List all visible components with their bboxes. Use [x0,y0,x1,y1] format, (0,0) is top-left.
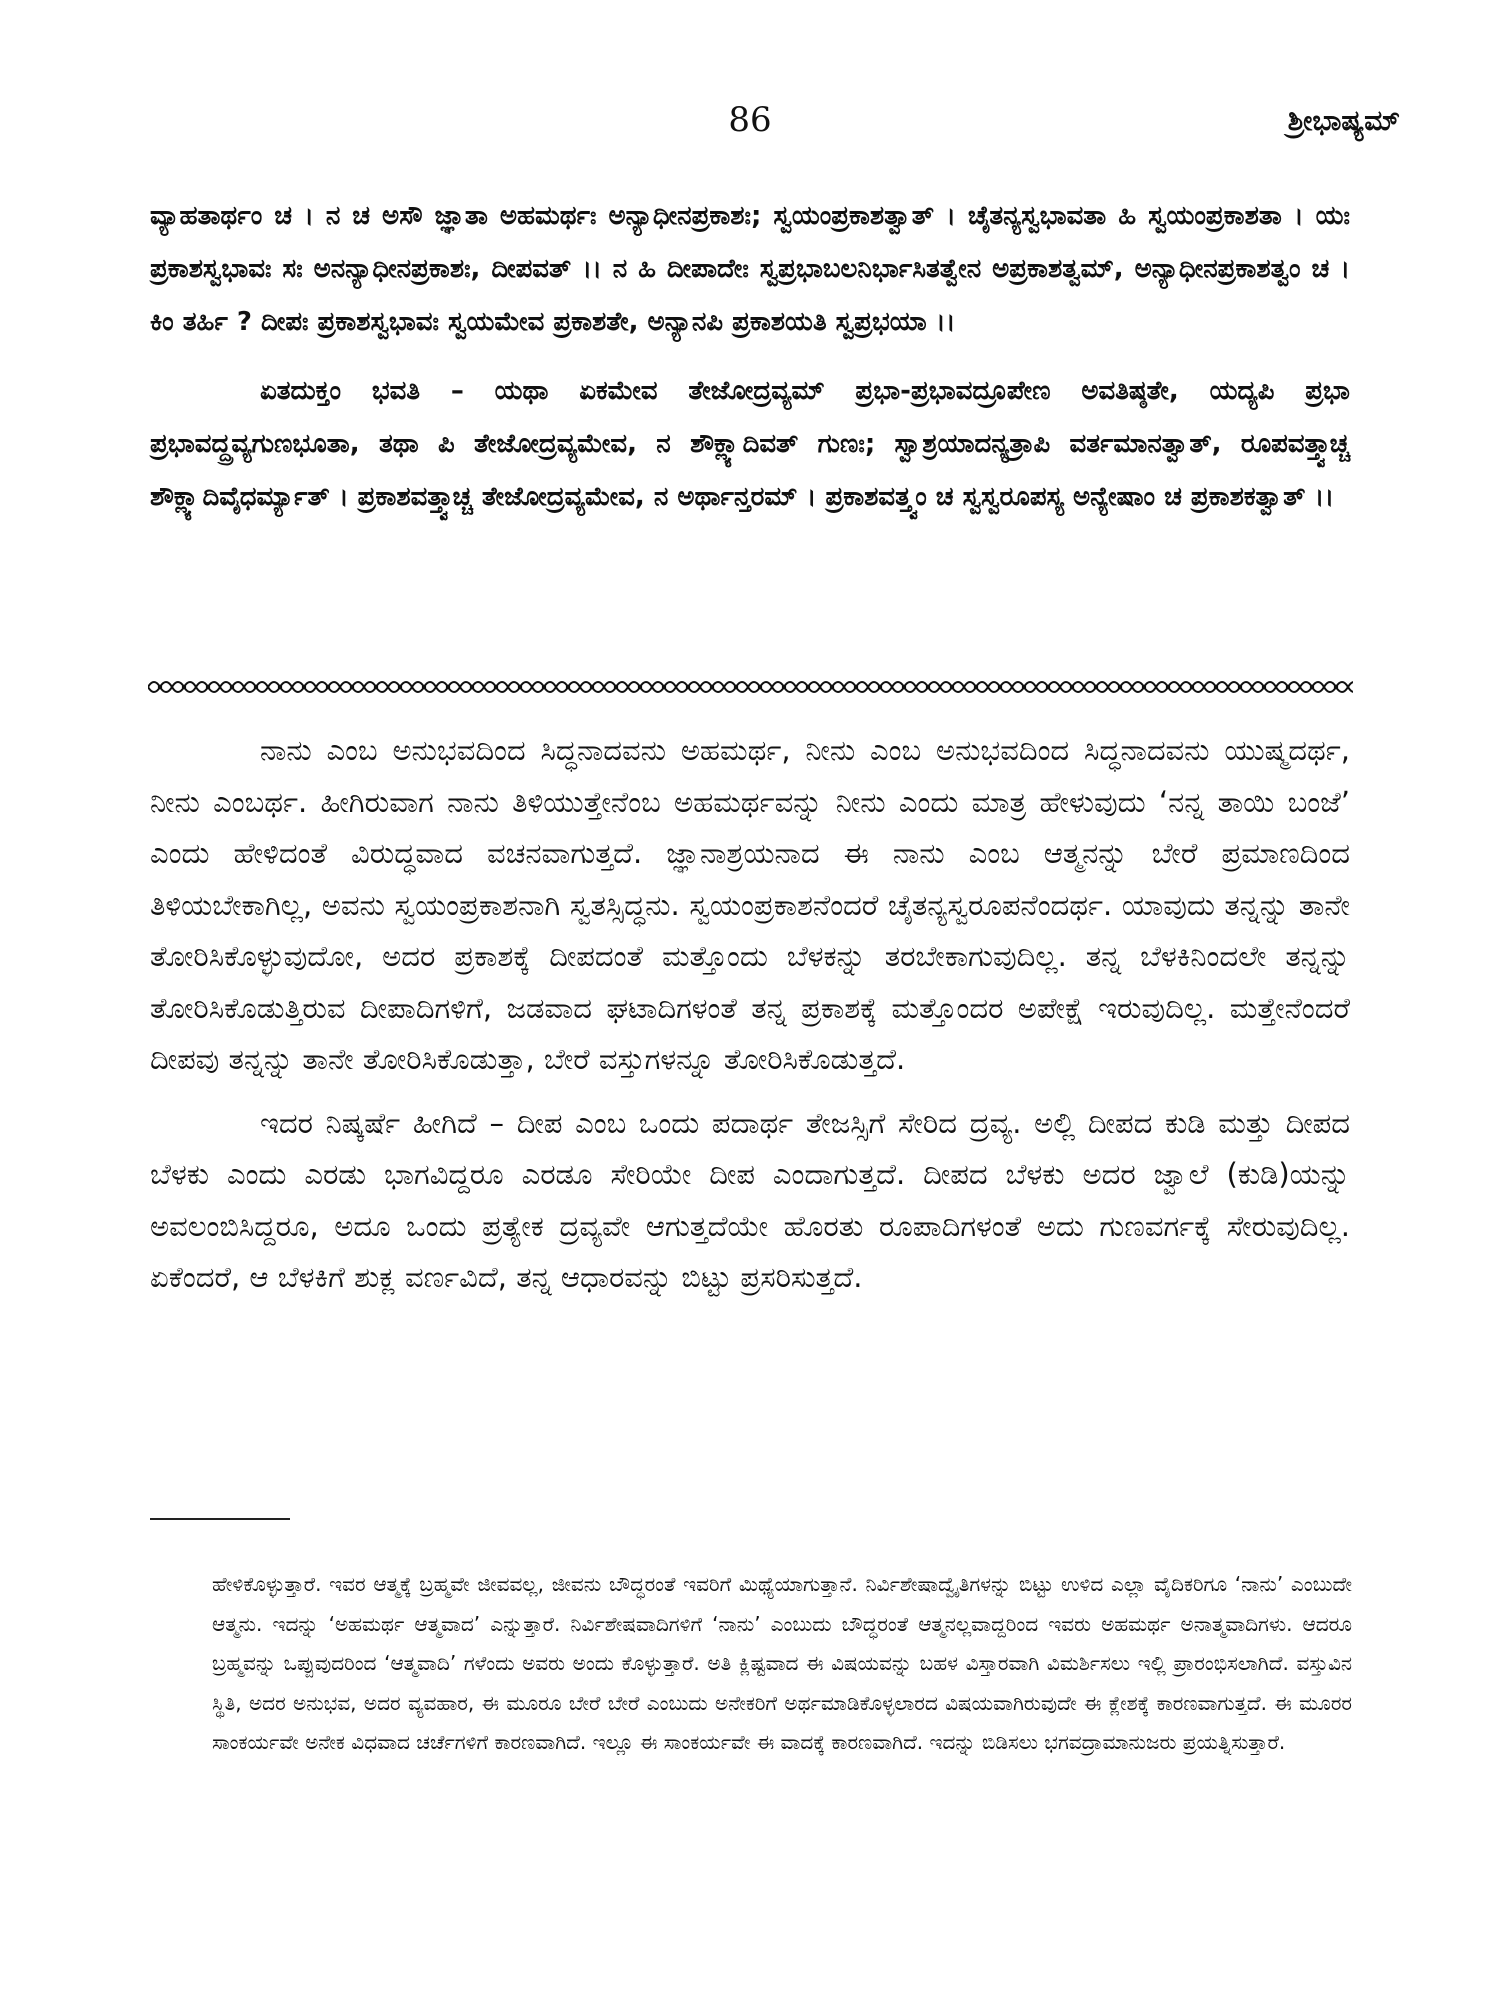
decorative-divider [148,675,1353,699]
sanskrit-paragraph: ವ್ಯಾಹತಾರ್ಥಂ ಚ । ನ ಚ ಅಸೌ ಜ್ಞಾತಾ ಅಹಮರ್ಥಃ ಅನ್ಯಾಧೀನಪ್ರಕಾಶಃ; ಸ್ವಯಂಪ್ರಕಾಶತ್ವಾತ್ । ಚೈತನ್ಯಸ್ವಭಾವತಾ ಹಿ ಸ್ವಯಂಪ್ರಕಾಶತಾ । ಯಃ ಪ್ರಕಾಶಸ್ವಭಾವಃ ಸಃ ಅನನ್ಯಾಧೀನಪ್ರಕಾಶಃ, ದೀಪವತ್ ।। ನ ಹಿ ದೀಪಾದೇಃ ಸ್ವಪ್ರಭಾಬಲನಿರ್ಭಾಸಿತತ್ವೇನ ಅಪ್ರಕಾಶತ್ವಮ್, ಅನ್ಯಾಧೀನಪ್ರಕಾಶತ್ವಂ ಚ । ಕಿಂ ತರ್ಹಿ ? ದೀಪಃ ಪ್ರಕಾಶಸ್ವಭಾವಃ ಸ್ವಯಮೇವ ಪ್ರಕಾಶತೇ, ಅನ್ಯಾನಪಿ ಪ್ರಕಾಶಯತಿ ಸ್ವಪ್ರಭಯಾ ।। [150,201,1350,337]
kannada-paragraph: ನಾನು ಎಂಬ ಅನುಭವದಿಂದ ಸಿದ್ಧನಾದವನು ಅಹಮರ್ಥ, ನೀನು ಎಂಬ ಅನುಭವದಿಂದ ಸಿದ್ಧನಾದವನು ಯುಷ್ಮದರ್ಥ, ನೀನು ಎಂಬರ್ಥ. ಹೀಗಿರುವಾಗ ನಾನು ತಿಳಿಯುತ್ತೇನೆಂಬ ಅಹಮರ್ಥವನ್ನು ನೀನು ಎಂದು ಮಾತ್ರ ಹೇಳುವುದು ‘ನನ್ನ ತಾಯಿ ಬಂಜೆ’ ಎಂದು ಹೇಳಿದಂತೆ ವಿರುದ್ಧವಾದ ವಚನವಾಗುತ್ತದೆ. ಜ್ಞಾನಾಶ್ರಯನಾದ ಈ ನಾನು ಎಂಬ ಆತ್ಮನನ್ನು ಬೇರೆ ಪ್ರಮಾಣದಿಂದ ತಿಳಿಯಬೇಕಾಗಿಲ್ಲ, ಅವನು ಸ್ವಯಂಪ್ರಕಾಶನಾಗಿ ಸ್ವತಸ್ಸಿದ್ಧನು. ಸ್ವಯಂಪ್ರಕಾಶನೆಂದರೆ ಚೈತನ್ಯಸ್ವರೂಪನೆಂದರ್ಥ. ಯಾವುದು ತನ್ನನ್ನು ತಾನೇ ತೋರಿಸಿಕೊಳ್ಳುವುದೋ, ಅದರ ಪ್ರಕಾಶಕ್ಕೆ ದೀಪದಂತೆ ಮತ್ತೊಂದು ಬೆಳಕನ್ನು ತರಬೇಕಾಗುವುದಿಲ್ಲ. ತನ್ನ ಬೆಳಕಿನಿಂದಲೇ ತನ್ನನ್ನು ತೋರಿಸಿಕೊಡುತ್ತಿರುವ ದೀಪಾದಿಗಳಿಗೆ, ಜಡವಾದ ಘಟಾದಿಗಳಂತೆ ತನ್ನ ಪ್ರಕಾಶಕ್ಕೆ ಮತ್ತೊಂದರ ಅಪೇಕ್ಷೆ ಇರುವುದಿಲ್ಲ. ಮತ್ತೇನೆಂದರೆ ದೀಪವು ತನ್ನನ್ನು ತಾನೇ ತೋರಿಸಿಕೊಡುತ್ತಾ, ಬೇರೆ ವಸ್ತುಗಳನ್ನೂ ತೋರಿಸಿಕೊಡುತ್ತದೆ. [150,733,1351,1076]
kannada-paragraph: ಇದರ ನಿಷ್ಕರ್ಷೆ ಹೀಗಿದೆ – ದೀಪ ಎಂಬ ಒಂದು ಪದಾರ್ಥ ತೇಜಸ್ಸಿಗೆ ಸೇರಿದ ದ್ರವ್ಯ. ಅಲ್ಲಿ ದೀಪದ ಕುಡಿ ಮತ್ತು ದೀಪದ ಬೆಳಕು ಎಂದು ಎರಡು ಭಾಗವಿದ್ದರೂ ಎರಡೂ ಸೇರಿಯೇ ದೀಪ ಎಂದಾಗುತ್ತದೆ. ದೀಪದ ಬೆಳಕು ಅದರ ಜ್ವಾಲೆ (ಕುಡಿ)ಯನ್ನು ಅವಲಂಬಿಸಿದ್ದರೂ, ಅದೂ ಒಂದು ಪ್ರತ್ಯೇಕ ದ್ರವ್ಯವೇ ಆಗುತ್ತದೆಯೇ ಹೊರತು ರೂಪಾದಿಗಳಂತೆ ಅದು ಗುಣವರ್ಗಕ್ಕೆ ಸೇರುವುದಿಲ್ಲ. ಏಕೆಂದರೆ, ಆ ಬೆಳಕಿಗೆ ಶುಕ್ಲ ವರ್ಣವಿದೆ, ತನ್ನ ಆಧಾರವನ್ನು ಬಿಟ್ಟು ಪ್ರಸರಿಸುತ್ತದೆ. [150,1105,1350,1294]
ornament-border-icon [148,675,1353,699]
sanskrit-paragraph: ಏತದುಕ್ತಂ ಭವತಿ – ಯಥಾ ಏಕಮೇವ ತೇಜೋದ್ರವ್ಯಮ್ ಪ್ರಭಾ-ಪ್ರಭಾವದ್ರೂಪೇಣ ಅವತಿಷ್ಠತೇ, ಯದ್ಯಪಿ ಪ್ರಭಾ ಪ್ರಭಾವದ್ದ್ರವ್ಯಗುಣಭೂತಾ, ತಥಾ ಪಿ ತೇಜೋದ್ರವ್ಯಮೇವ, ನ ಶೌಕ್ಲ್ಯಾದಿವತ್ ಗುಣಃ; ಸ್ವಾಶ್ರಯಾದನ್ಯತ್ರಾಪಿ ವರ್ತಮಾನತ್ವಾತ್, ರೂಪವತ್ತ್ವಾಚ್ಚ ಶೌಕ್ಲ್ಯಾದಿವೈಧರ್ಮ್ಯಾತ್ । ಪ್ರಕಾಶವತ್ತ್ವಾಚ್ಚ ತೇಜೋದ್ರವ್ಯಮೇವ, ನ ಅರ್ಥಾನ್ತರಮ್ । ಪ್ರಕಾಶವತ್ತ್ವಂ ಚ ಸ್ವಸ್ವರೂಪಸ್ಯ ಅನ್ಯೇಷಾಂ ಚ ಪ್ರಕಾಶಕತ್ವಾತ್ ।। [150,376,1350,512]
running-header-title: ಶ್ರೀಭಾಷ್ಯಮ್ [1287,104,1400,137]
footnote-separator [150,1518,290,1520]
sanskrit-commentary [150,190,1350,524]
footnote [212,1565,1352,1763]
kannada-translation [150,725,1350,1304]
footnote-text: ಹೇಳಿಕೊಳ್ಳುತ್ತಾರೆ. ಇವರ ಆತ್ಮಕ್ಕೆ ಬ್ರಹ್ಮವೇ ಜೀವವಲ್ಲ, ಜೀವನು ಬೌದ್ಧರಂತೆ ಇವರಿಗೆ ಮಿಥ್ಯೆಯಾಗುತ್ತಾನೆ. ನಿರ್ವಿಶೇಷಾದ್ವೈತಿಗಳನ್ನು ಬಿಟ್ಟು ಉಳಿದ ಎಲ್ಲಾ ವೈದಿಕರಿಗೂ ‘ನಾನು’ ಎಂಬುದೇ ಆತ್ಮನು. ಇದನ್ನು ‘ಅಹಮರ್ಥ ಆತ್ಮವಾದ’ ಎನ್ನುತ್ತಾರೆ. ನಿರ್ವಿಶೇಷವಾದಿಗಳಿಗೆ ‘ನಾನು’ ಎಂಬುದು ಬೌದ್ಧರಂತೆ ಆತ್ಮನಲ್ಲವಾದ್ದರಿಂದ ಇವರು ಅಹಮರ್ಥ ಅನಾತ್ಮವಾದಿಗಳು. ಆದರೂ ಬ್ರಹ್ಮವನ್ನು ಒಪ್ಪುವುದರಿಂದ ‘ಆತ್ಮವಾದಿ’ ಗಳೆಂದು ಅವರು ಅಂದು ಕೊಳ್ಳುತ್ತಾರೆ. ಅತಿ ಕ್ಲಿಷ್ಟವಾದ ಈ ವಿಷಯವನ್ನು ಬಹಳ ವಿಸ್ತಾರವಾಗಿ ವಿಮರ್ಶಿಸಲು ಇಲ್ಲಿ ಪ್ರಾರಂಭಿಸಲಾಗಿದೆ. ವಸ್ತುವಿನ ಸ್ಥಿತಿ, ಅದರ ಅನುಭವ, ಅದರ ವ್ಯವಹಾರ, ಈ ಮೂರೂ ಬೇರೆ ಬೇರೆ ಎಂಬುದು ಅನೇಕರಿಗೆ ಅರ್ಥಮಾಡಿಕೊಳ್ಳಲಾರದ ವಿಷಯವಾಗಿರುವುದೇ ಈ ಕ್ಲೇಶಕ್ಕೆ ಕಾರಣವಾಗುತ್ತದೆ. ಈ ಮೂರರ ಸಾಂಕರ್ಯವೇ ಅನೇಕ ವಿಧವಾದ ಚರ್ಚೆಗಳಿಗೆ ಕಾರಣವಾಗಿದೆ. ಇಲ್ಲೂ ಈ ಸಾಂಕರ್ಯವೇ ಈ ವಾದಕ್ಕೆ ಕಾರಣವಾಗಿದೆ. ಇದನ್ನು ಬಿಡಿಸಲು ಭಗವದ್ರಾಮಾನುಜರು ಪ್ರಯತ್ನಿಸುತ್ತಾರೆ. [212,1572,1352,1754]
page-number: 86 [728,100,772,140]
